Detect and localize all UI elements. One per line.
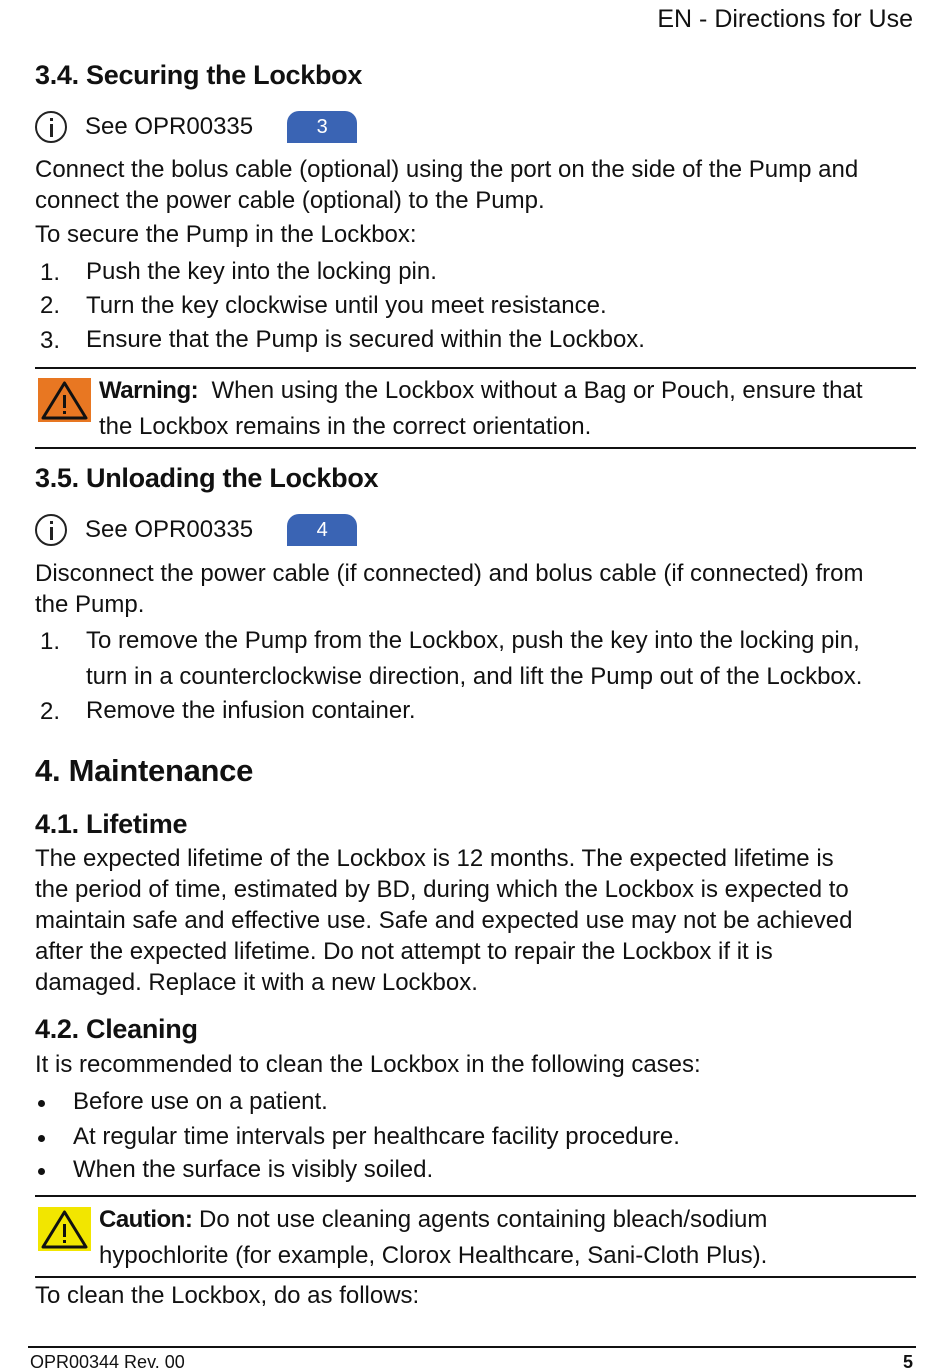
caution-text: hypochlorite (for example, Clorox Healthcare, Sani-Cloth Plus). bbox=[99, 1242, 768, 1269]
step-text: turn in a counterclockwise direction, and lift the Pump out of the Lockbox. bbox=[86, 663, 863, 690]
section-4-title: 4. Maintenance bbox=[35, 753, 254, 788]
footer-page-number: 5 bbox=[902, 1352, 913, 1372]
step-text: To remove the Pump from the Lockbox, push the key into the locking pin, bbox=[86, 627, 860, 654]
divider bbox=[35, 367, 916, 369]
paragraph-line: damaged. Replace it with a new Lockbox. bbox=[35, 969, 478, 996]
paragraph-line: the Pump. bbox=[35, 591, 145, 618]
paragraph-intro: It is recommended to clean the Lockbox in the following cases: bbox=[35, 1051, 701, 1078]
figure-badge: 4 bbox=[287, 514, 357, 546]
bullet-dot bbox=[38, 1168, 45, 1175]
document-header: EN - Directions for Use bbox=[657, 5, 913, 33]
caution-text: Do not use cleaning agents containing bleach/sodium bbox=[198, 1206, 768, 1233]
step-number: 3. bbox=[40, 327, 61, 354]
section-3-4-title: 3.4. Securing the Lockbox bbox=[35, 60, 363, 90]
step-text: Turn the key clockwise until you meet resistance. bbox=[86, 292, 607, 319]
paragraph-intro: To secure the Pump in the Lockbox: bbox=[35, 221, 417, 248]
step-number: 2. bbox=[40, 292, 61, 319]
warning-icon bbox=[38, 378, 91, 422]
bullet-item: When the surface is visibly soiled. bbox=[73, 1156, 434, 1183]
warning-text: the Lockbox remains in the correct orientation. bbox=[99, 413, 592, 440]
paragraph-line: connect the power cable (optional) to the Pump. bbox=[35, 187, 545, 214]
caution-label: Caution: bbox=[99, 1206, 193, 1233]
paragraph-line: maintain safe and effective use. Safe and expected use may not be achieved bbox=[35, 907, 853, 934]
paragraph-line: Disconnect the power cable (if connected) and bolus cable (if connected) from bbox=[35, 560, 864, 587]
bullet-dot bbox=[38, 1135, 45, 1142]
paragraph-line: after the expected lifetime. Do not attempt to repair the Lockbox if it is bbox=[35, 938, 773, 965]
step-number: 1. bbox=[40, 259, 61, 286]
divider bbox=[35, 1195, 916, 1197]
warning-label: Warning: bbox=[99, 377, 199, 404]
bullet-item: Before use on a patient. bbox=[73, 1088, 328, 1115]
step-text: Remove the infusion container. bbox=[86, 697, 416, 724]
caution-notice bbox=[99, 1202, 914, 1274]
footer-document-id: OPR00344 Rev. 00 bbox=[30, 1352, 185, 1372]
caution-icon bbox=[38, 1207, 91, 1251]
step-number: 1. bbox=[40, 628, 61, 655]
section-4-1-title: 4.1. Lifetime bbox=[35, 809, 188, 839]
step-number: 2. bbox=[40, 698, 61, 725]
info-reference-row bbox=[35, 110, 357, 144]
info-icon bbox=[35, 514, 67, 546]
reference-text: See OPR00335 bbox=[85, 113, 254, 140]
info-reference-row bbox=[35, 513, 357, 547]
step-text: Push the key into the locking pin. bbox=[86, 258, 437, 285]
info-icon bbox=[35, 111, 67, 143]
divider bbox=[35, 447, 916, 449]
divider bbox=[35, 1276, 916, 1278]
section-4-2-title: 4.2. Cleaning bbox=[35, 1014, 198, 1044]
paragraph-outro: To clean the Lockbox, do as follows: bbox=[35, 1282, 420, 1309]
figure-badge: 3 bbox=[287, 111, 357, 143]
section-3-5-title: 3.5. Unloading the Lockbox bbox=[35, 463, 379, 493]
bullet-dot bbox=[38, 1100, 45, 1107]
paragraph-line: Connect the bolus cable (optional) using the port on the side of the Pump and bbox=[35, 156, 859, 183]
warning-text: When using the Lockbox without a Bag or Pouch, ensure that bbox=[211, 377, 863, 404]
footer-divider bbox=[28, 1346, 916, 1348]
reference-text: See OPR00335 bbox=[85, 516, 254, 543]
warning-notice bbox=[99, 373, 914, 445]
paragraph-line: The expected lifetime of the Lockbox is 12 months. The expected lifetime is bbox=[35, 845, 834, 872]
bullet-item: At regular time intervals per healthcare facility procedure. bbox=[73, 1123, 680, 1150]
paragraph-line: the period of time, estimated by BD, during which the Lockbox is expected to bbox=[35, 876, 849, 903]
step-text: Ensure that the Pump is secured within the Lockbox. bbox=[86, 326, 645, 353]
